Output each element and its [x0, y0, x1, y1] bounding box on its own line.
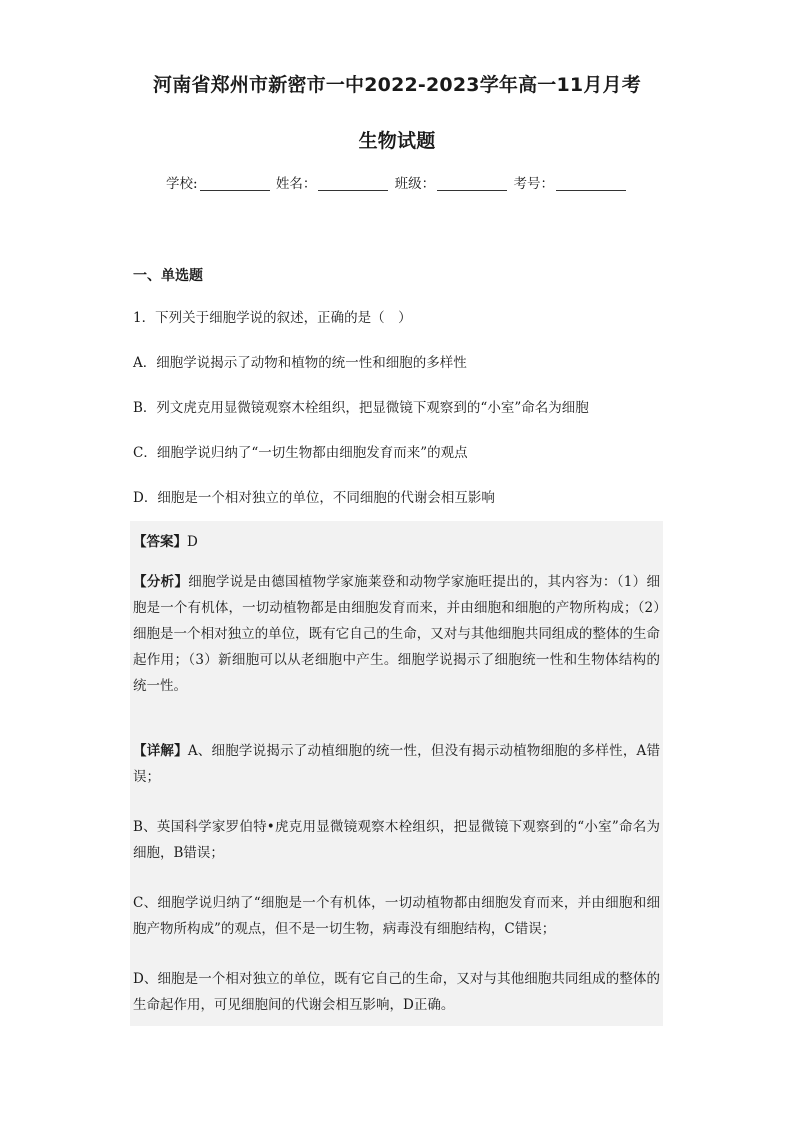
class-blank — [437, 176, 507, 191]
detail-tag: 【详解】 — [133, 743, 188, 759]
analysis-paragraph — [133, 569, 660, 699]
document-title: 河南省郑州市新密市一中2022-2023学年高一11月月考 — [153, 74, 641, 96]
exam-no-label: 考号： — [513, 176, 554, 192]
detail-d-paragraph: D、细胞是一个相对独立的单位，既有它自己的生命，又对与其他细胞共同组成的整体的生命起作用，可见细胞间的代谢会相互影响，D正确。 — [133, 971, 660, 1013]
class-label: 班级： — [394, 176, 436, 192]
analysis-text: 细胞学说是由德国植物学家施莱登和动物学家施旺提出的，其内容为：（1）细胞是一个有机体，一切动植物都是由细胞发育而来，并由细胞和细胞的产物所构成；（2）细胞是一个相对独立的单位，既有它自己的生命，又对与其他细胞共同组成的整体的生命起作用；（3）新细胞可以从老细胞中产生。细胞学说揭示了细胞统一性和生物体结构的统一性。 — [133, 574, 660, 694]
name-label: 姓名： — [275, 176, 317, 192]
detail-a-paragraph — [133, 738, 660, 790]
analysis-tag: 【分析】 — [133, 574, 189, 590]
option-a: A．细胞学说揭示了动物和植物的统一性和细胞的多样性 — [133, 355, 467, 371]
school-label: 学校: — [166, 176, 198, 192]
section-heading: 一、单选题 — [133, 268, 203, 284]
option-d: D．细胞是一个相对独立的单位，不同细胞的代谢会相互影响 — [133, 490, 495, 506]
detail-b-paragraph: B、英国科学家罗伯特•虎克用显微镜观察木栓组织，把显微镜下观察到的“小室”命名为细胞，B错误； — [133, 819, 660, 861]
student-info-line — [0, 172, 794, 192]
exam-no-blank — [556, 176, 626, 191]
question-stem: 1．下列关于细胞学说的叙述，正确的是（ ） — [133, 310, 412, 326]
detail-a-text: A、细胞学说揭示了动植细胞的统一性，但没有揭示动植物细胞的多样性，A错误； — [133, 743, 660, 785]
option-c: C．细胞学说归纳了“一切生物都由细胞发育而来”的观点 — [133, 445, 468, 461]
answer-line — [133, 530, 198, 550]
option-b: B．列文虎克用显微镜观察木栓组织，把显微镜下观察到的“小室”命名为细胞 — [133, 400, 589, 416]
answer-value: D — [187, 534, 198, 550]
name-blank — [318, 176, 388, 191]
document-subtitle: 生物试题 — [358, 130, 436, 152]
detail-c-paragraph: C、细胞学说归纳了“细胞是一个有机体，一切动植物都由细胞发育而来，并由细胞和细胞产物所构成”的观点，但不是一切生物，病毒没有细胞结构，C错误； — [133, 895, 660, 937]
school-blank — [200, 176, 270, 191]
answer-tag: 【答案】 — [133, 534, 187, 550]
